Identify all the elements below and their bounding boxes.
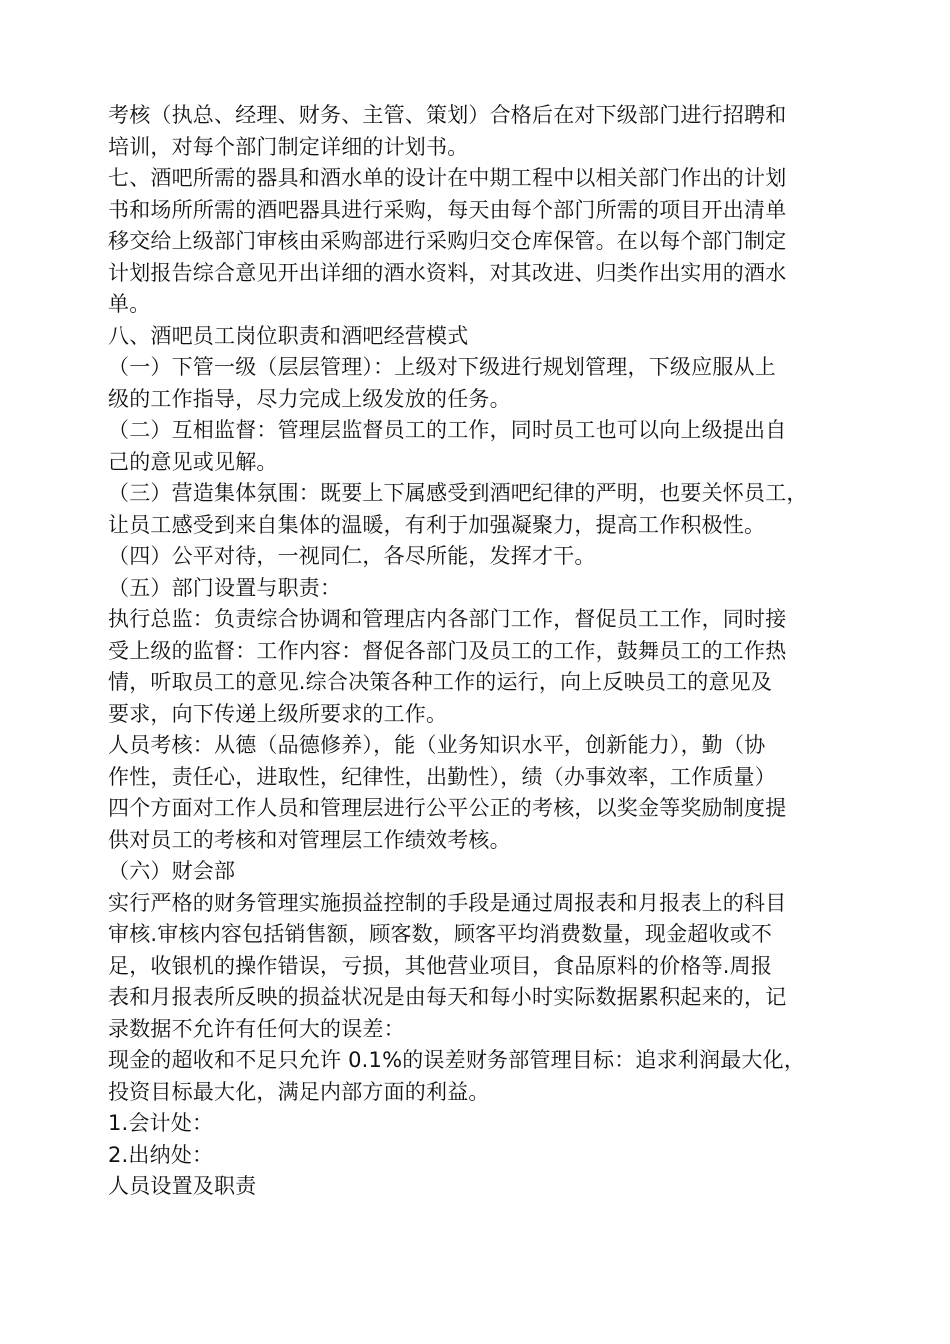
text-line: （五）部门设置与职责： bbox=[108, 575, 342, 600]
text-line: 足，收银机的操作错误，亏损，其他营业项目，食品原料的价格等.周报 bbox=[108, 953, 773, 978]
text-line: 书和场所所需的酒吧器具进行采购，每天由每个部门所需的项目开出清单 bbox=[108, 197, 787, 222]
text-line: （三）营造集体氛围：既要上下属感受到酒吧纪律的严明，也要关怀员工， bbox=[108, 481, 808, 505]
text-line: （二）互相监督：管理层监督员工的工作，同时员工也可以向上级提出自 bbox=[108, 418, 787, 442]
text-line: 考核（执总、经理、财务、主管、策划）合格后在对下级部门进行招聘和 bbox=[108, 103, 787, 127]
text-line: 级的工作指导，尽力完成上级发放的任务。 bbox=[108, 386, 511, 411]
text-line: 己的意见或见解。 bbox=[108, 449, 278, 474]
list-item: 2.出纳处： bbox=[108, 1142, 214, 1167]
text-line: 情，听取员工的意见.综合决策各种工作的运行，向上反映员工的意见及 bbox=[108, 670, 773, 694]
text-line: 受上级的监督：工作内容：督促各部门及员工的工作，鼓舞员工的工作热 bbox=[108, 638, 787, 663]
text-line: （四）公平对待，一视同仁，各尽所能，发挥才干。 bbox=[108, 544, 596, 568]
text-line: 移交给上级部门审核由采购部进行采购归交仓库保管。在以每个部门制定 bbox=[108, 229, 787, 253]
text-line: （六）财会部 bbox=[108, 859, 236, 883]
text-line: 让员工感受到来自集体的温暖，有利于加强凝聚力，提高工作积极性。 bbox=[108, 512, 766, 537]
text-line: （一）下管一级（层层管理）：上级对下级进行规划管理，下级应服从上 bbox=[108, 355, 776, 379]
text-line: 四个方面对工作人员和管理层进行公平公正的考核，以奖金等奖励制度提 bbox=[108, 796, 787, 820]
text-line: 计划报告综合意见开出详细的酒水资料，对其改进、归类作出实用的酒水 bbox=[108, 260, 787, 285]
text-line: 培训，对每个部门制定详细的计划书。 bbox=[108, 134, 469, 159]
text-line: 要求，向下传递上级所要求的工作。 bbox=[108, 701, 448, 726]
text-line: 人员考核：从德（品德修养），能（业务知识水平，创新能力），勤（协 bbox=[108, 733, 766, 757]
text-line: 录数据不允许有任何大的误差： bbox=[108, 1016, 405, 1041]
document-body bbox=[108, 100, 868, 1203]
text-line: 供对员工的考核和对管理层工作绩效考核。 bbox=[108, 827, 511, 852]
text-line: 作性，责任心，进取性，纪律性，出勤性），绩（办事效率，工作质量） bbox=[108, 764, 776, 789]
text-line: 表和月报表所反映的损益状况是由每天和每小时实际数据累积起来的，记 bbox=[108, 985, 787, 1009]
list-item: 1.会计处： bbox=[108, 1111, 214, 1135]
text-line: 七、酒吧所需的器具和酒水单的设计在中期工程中以相关部门作出的计划 bbox=[108, 166, 787, 190]
text-line: 执行总监：负责综合协调和管理店内各部门工作，督促员工工作，同时接 bbox=[108, 607, 787, 631]
text-line: 实行严格的财务管理实施损益控制的手段是通过周报表和月报表上的科目 bbox=[108, 890, 787, 915]
text-line: 人员设置及职责 bbox=[108, 1174, 257, 1198]
text-line: 投资目标最大化，满足内部方面的利益。 bbox=[108, 1079, 490, 1104]
text-line: 审核.审核内容包括销售额，顾客数，顾客平均消费数量，现金超收或不 bbox=[108, 922, 773, 946]
text-line: 现金的超收和不足只允许 0.1%的误差财务部管理目标：追求利润最大化， bbox=[108, 1048, 806, 1072]
section-heading: 八、酒吧员工岗位职责和酒吧经营模式 bbox=[108, 323, 469, 348]
text-line: 单。 bbox=[108, 292, 151, 316]
